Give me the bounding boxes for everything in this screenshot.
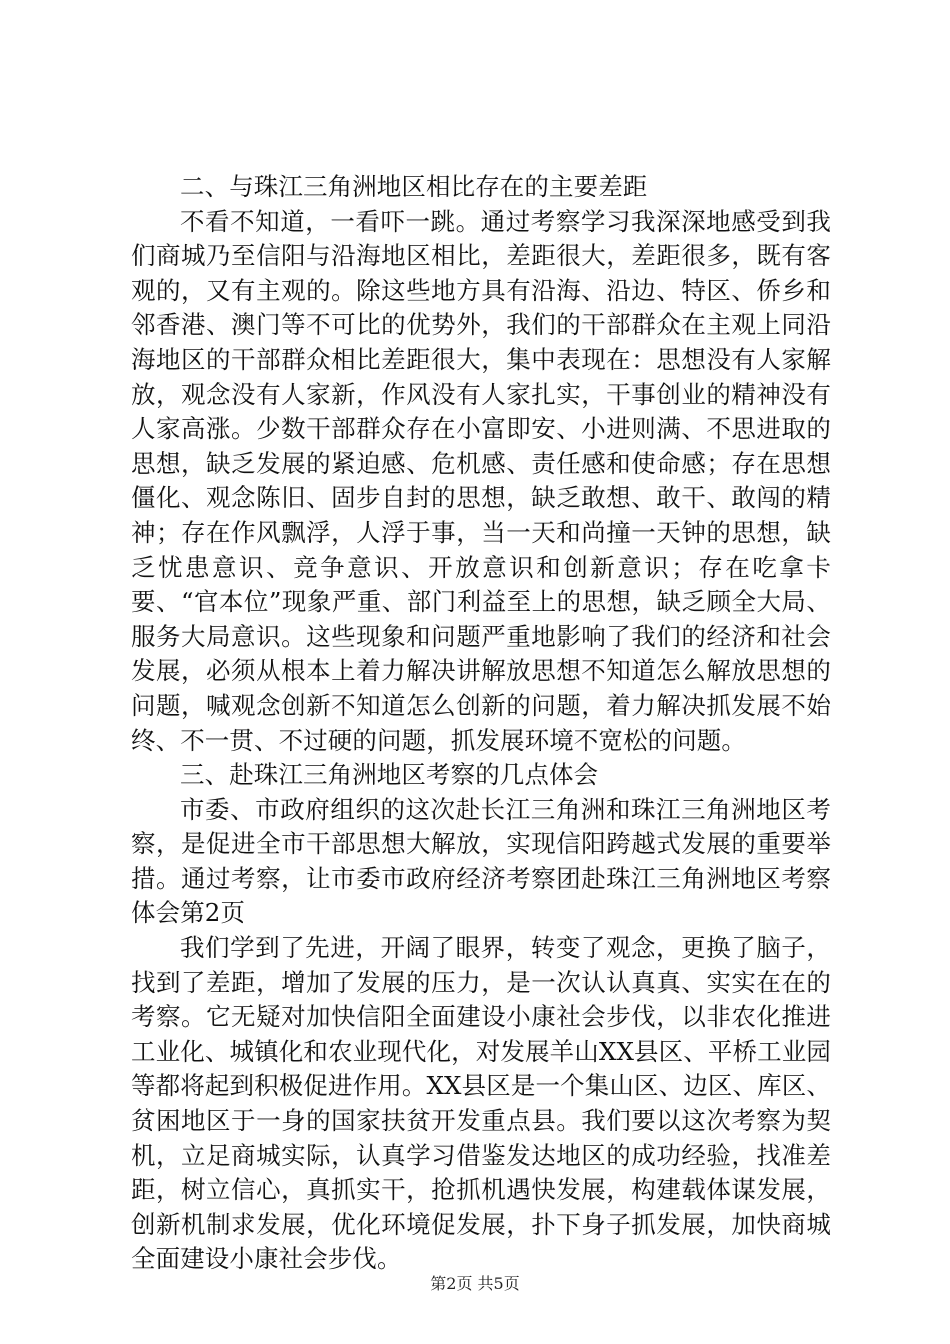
section-2-heading: 二、与珠江三角洲地区相比存在的主要差距 — [180, 172, 648, 201]
section-2-paragraph: 不看不知道，一看吓一跳。通过考察学习我深深地感受到我们商城乃至信阳与沿海地区相比，差距很大，差距很多，既有客观的，又有主观的。除这些地方具有沿海、沿边、特区、侨乡和邻香港、澳门等不可比的优势外，我们的干部群众在主观上同沿海地区的干部群众相比差距很大，集中表现在：思想没有人家解放，观念没有人家新，作风没有人家扎实，干事创业的精神没有人家高涨。少数干部群众存在小富即安、小进则满、不思进取的思想，缺乏发展的紧迫感、危机感、责任感和使命感；存在思想僵化、观念陈旧、固步自封的思想，缺乏敢想、敢干、敢闯的精神；存在作风飘浮，人浮于事，当一天和尚撞一天钟的思想，缺乏忧患意识、竞争意识、开放意识和创新意识；存在吃拿卡要、“官本位”现象严重、部门利益至上的思想，缺乏顾全大局、服务大局意识。这些现象和问题严重地影响了我们的经济和社会发展，必须从根本上着力解决讲解放思想不知道怎么解放思想的问题，喊观念创新不知道怎么创新的问题，着力解决抓发展不始终、不一贯、不过硬的问题，抓发展环境不宽松的问题。 — [131, 206, 831, 755]
section-3-paragraph-1: 市委、市政府组织的这次赴长江三角洲和珠江三角洲地区考察，是促进全市干部思想大解放，实现信阳跨越式发展的重要举措。通过考察，让市委市政府经济考察团赴珠江三角洲地区考察体会第2页 — [131, 794, 831, 928]
document-body — [131, 170, 831, 1277]
section-3-paragraph-2: 我们学到了先进，开阔了眼界，转变了观念，更换了脑子，找到了差距，增加了发展的压力，是一次认认真真、实实在在的考察。它无疑对加快信阳全面建设小康社会步伐，以非农化推进工业化、城镇化和农业现代化，对发展羊山XX县区、平桥工业园等都将起到积极促进作用。XX县区是一个集山区、边区、库区、贫困地区于一身的国家扶贫开发重点县。我们要以这次考察为契机，立足商城实际，认真学习借鉴发达地区的成功经验，找准差距，树立信心，真抓实干，抢抓机遇快发展，构建载体谋发展，创新机制求发展，优化环境促发展，扑下身子抓发展，加快商城全面建设小康社会步伐。 — [131, 933, 831, 1274]
section-3-heading: 三、赴珠江三角洲地区考察的几点体会 — [180, 760, 599, 790]
page-number-footer: 第2页 共5页 — [430, 1274, 520, 1293]
